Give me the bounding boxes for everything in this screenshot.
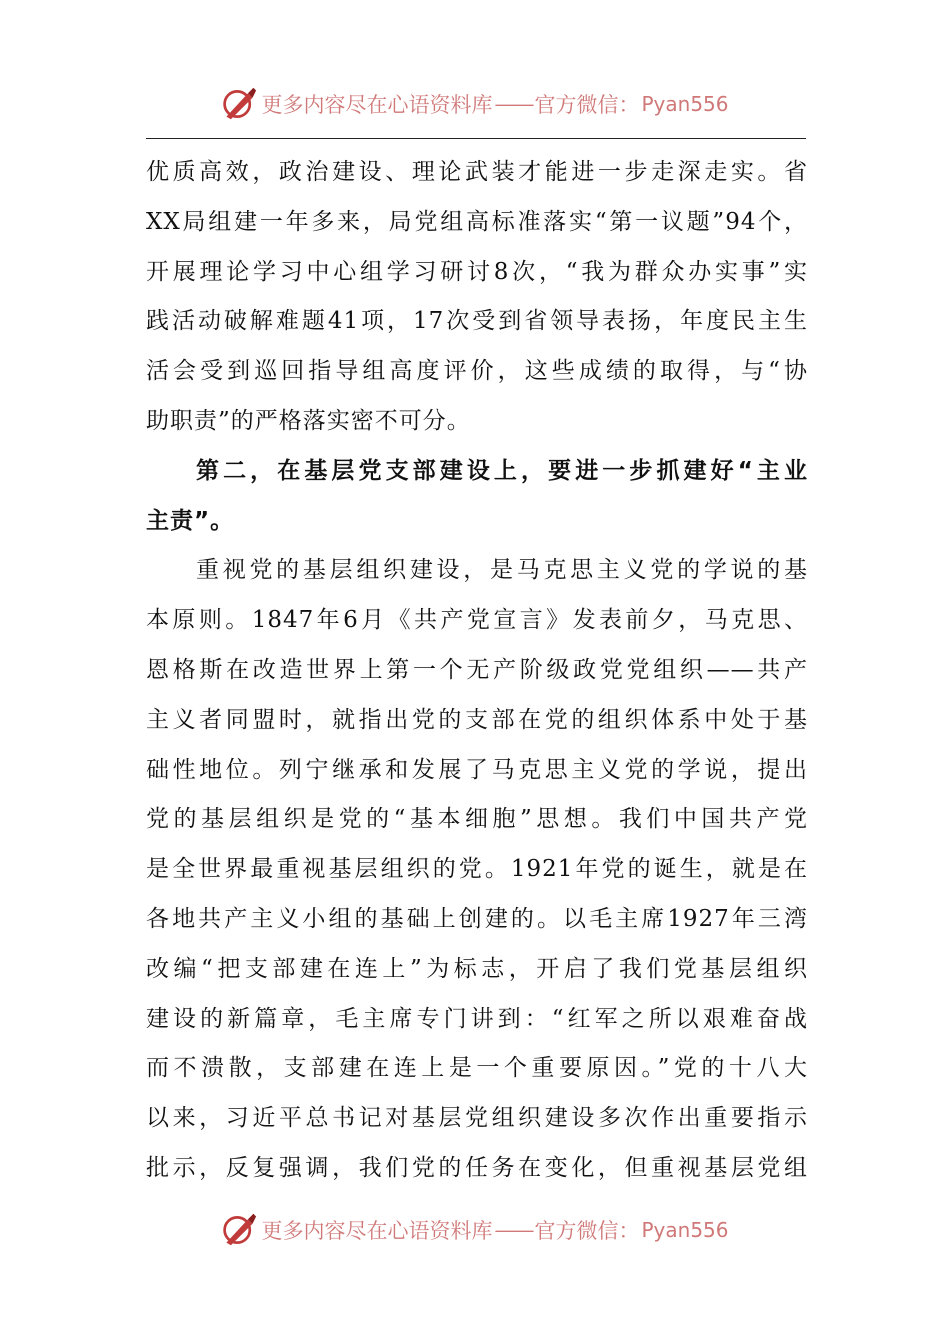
body-line: 开展理论学习中心组学习研讨8次，“我为群众办实事”实 [146,258,808,285]
body-line: 本原则。1847年6月《共产党宣言》发表前夕，马克思、 [146,607,808,634]
body-line: 是全世界最重视基层组织的党。1921年党的诞生，就是在 [146,856,808,883]
footer-contact-id: Pyan556 [641,1218,729,1242]
header-divider [146,138,806,139]
header-contact-id: Pyan556 [641,92,729,116]
pen-logo-icon [221,86,257,122]
body-line: 改编“把支部建在连上”为标志，开启了我们党基层组织 [146,955,808,982]
footer-text: 更多内容尽在心语资料库 [261,1219,493,1243]
body-line: 而不溃散，支部建在连上是一个重要原因。”党的十八大 [146,1055,808,1082]
body-line: 践活动破解难题41项，17次受到省领导表扬，年度民主生 [146,308,808,335]
body-line: 助职责”的严格落实密不可分。 [146,407,471,434]
body-line: XX局组建一年多来，局党组高标准落实“第一议题”94个， [146,208,808,235]
footer-contact-label: 官方微信： [534,1219,640,1243]
body-line: 恩格斯在改造世界上第一个无产阶级政党党组织——共产 [146,656,808,683]
footer-banner [0,1212,950,1248]
body-line: 建设的新篇章，毛主席专门讲到：“红军之所以艰难奋战 [146,1005,808,1032]
body-line: 以来，习近平总书记对基层党组织建设多次作出重要指示 [146,1105,808,1132]
body-line: 党的基层组织是党的“基本细胞”思想。我们中国共产党 [146,806,808,833]
body-line: 重视党的基层组织建设，是马克思主义党的学说的基 [196,557,808,584]
header-contact-label: 官方微信： [534,93,640,117]
header-banner [0,86,950,122]
body-line: 活会受到巡回指导组高度评价，这些成绩的取得，与“协 [146,358,808,385]
body-line: 批示，反复强调，我们党的任务在变化，但重视基层党组 [146,1154,808,1181]
document-body [146,148,808,1194]
body-line: 各地共产主义小组的基础上创建的。以毛主席1927年三湾 [146,905,808,932]
section-heading: 第二，在基层党支部建设上，要进一步抓建好“主业 [196,457,808,484]
footer-separator: —— [494,1218,533,1242]
section-heading: 主责”。 [146,507,235,534]
header-text: 更多内容尽在心语资料库 [261,93,493,117]
pen-logo-icon [221,1212,257,1248]
body-line: 主义者同盟时，就指出党的支部在党的组织体系中处于基 [146,706,808,733]
body-line: 础性地位。列宁继承和发展了马克思主义党的学说，提出 [146,756,808,783]
header-separator: —— [494,92,533,116]
body-line: 优质高效，政治建设、理论武装才能进一步走深走实。省 [146,159,808,185]
